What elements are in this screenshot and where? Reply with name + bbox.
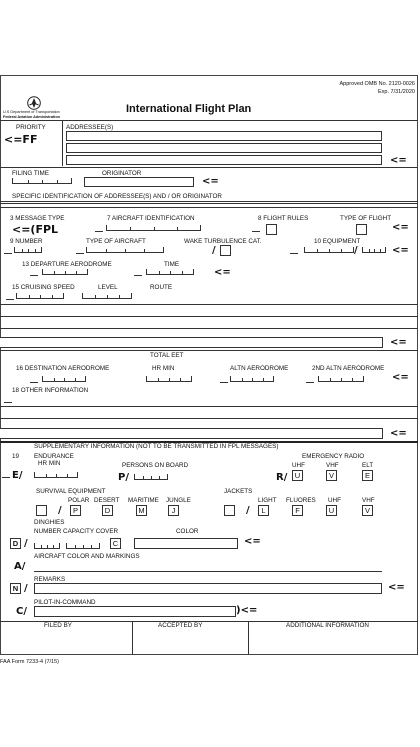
survival-jungle-box[interactable]: J [168,505,179,516]
endurance-prefix: E/ [12,470,23,481]
cruising-speed-field[interactable] [16,293,64,299]
number-field[interactable] [14,247,42,253]
altn2-field[interactable] [318,376,364,382]
jungle-label: JUNGLE [166,497,191,504]
endurance-hr-min-label: HR MIN [38,460,61,467]
radio-elt-box[interactable]: E [362,470,373,481]
survival-slash: / [58,505,62,516]
equipment-slash: / [354,245,358,256]
dinghy-cover-box[interactable]: C [110,538,121,549]
survival-desert-box[interactable]: D [102,505,113,516]
route-arrow: <= [390,337,407,348]
other-info-label: 18 OTHER INFORMATION [12,387,89,394]
accepted-by-label: ACCEPTED BY [158,622,203,629]
aircraft-color-prefix: A/ [14,561,26,572]
endurance-field[interactable] [34,472,78,478]
expiry-date: Exp. 7/31/2020 [377,89,415,95]
number-label: 9 NUMBER [10,238,43,245]
equipment-field-2[interactable] [362,247,386,253]
jackets-slash: / [246,505,250,516]
page-title: International Flight Plan [126,103,252,115]
dinghy-sub-label: NUMBER CAPACITY COVER [34,528,119,535]
dinghies-slash: / [24,538,28,549]
dot-logo-icon [27,96,41,110]
jacket-light-box[interactable]: L [258,505,269,516]
type-of-flight-arrow: <= [392,222,409,233]
addressee-field-2[interactable] [66,143,382,153]
destination-field[interactable] [42,376,86,382]
polar-label: POLAR [68,497,90,504]
remarks-n-box[interactable]: N [10,583,21,594]
aircraft-id-field[interactable] [106,225,201,231]
persons-prefix: P/ [118,472,129,483]
departure-label: 13 DEPARTURE AERODROME [22,261,112,268]
dinghies-box[interactable]: D [10,538,21,549]
departure-field[interactable] [42,269,88,275]
filed-by-label: FILED BY [44,622,72,629]
item-19-label: 19 [12,453,20,460]
fluores-label: FLUORES [286,497,316,504]
message-type-label: 3 MESSAGE TYPE [10,215,65,222]
agency-name: U.S Department of Transportation Federal Aviation Administration [3,110,60,119]
remarks-field[interactable] [34,583,382,594]
wake-slash: / [212,245,216,256]
jacket-vhf-box[interactable]: V [362,505,373,516]
level-label: LEVEL [98,284,118,291]
wake-turbulence-label: WAKE TURBULENCE CAT. [184,238,262,245]
elt-label: ELT [362,462,374,469]
originator-arrow: <= [202,176,219,187]
equipment-arrow: <= [392,245,409,256]
jackets-box[interactable] [224,505,235,516]
eet-hr-min-label: HR MIN [152,365,175,372]
radio-prefix: R/ [276,472,288,483]
radio-vhf-box[interactable]: V [326,470,337,481]
addressee-field-1[interactable] [66,131,382,141]
persons-on-board-label: PERSONS ON BOARD [122,462,189,469]
addressee-arrow: <= [390,155,407,166]
form-number: FAA Form 7233-4 (7/15) [0,659,59,665]
equipment-label: 10 EQUIPMENT [314,238,361,245]
dinghies-label: DINGHIES [34,519,65,526]
remarks-label: REMARKS [34,576,66,583]
route-field[interactable] [0,337,383,348]
survival-maritime-box[interactable]: M [136,505,147,516]
pic-close-arrow: )<= [236,605,258,616]
radio-uhf-box[interactable]: U [292,470,303,481]
addressee-field-3[interactable] [66,155,382,165]
equipment-field[interactable] [304,247,354,253]
destination-arrow: <= [392,372,409,383]
originator-field[interactable] [84,177,194,187]
type-of-flight-box[interactable] [356,224,367,235]
specific-id-label: SPECIFIC IDENTIFICATION OF ADDRESSEE(S) AND / OR ORIGINATOR [12,193,222,200]
desert-label: DESERT [94,497,120,504]
endurance-label: ENDURANCE [34,453,74,460]
flight-rules-label: 8 FLIGHT RULES [258,215,309,222]
total-eet-label: TOTAL EET [150,352,184,359]
level-field[interactable] [82,293,132,299]
omb-number: Approved OMB No. 2120-0026 [339,81,415,87]
wake-turbulence-box[interactable] [220,245,231,256]
survival-equipment-label: SURVIVAL EQUIPMENT [36,488,106,495]
dinghy-number-field[interactable] [34,543,60,549]
pic-prefix: C/ [16,606,27,617]
priority-label: PRIORITY [16,124,46,131]
filing-time-field[interactable] [12,178,72,184]
filing-time-label: FILING TIME [12,170,49,177]
departure-time-field[interactable] [146,269,194,275]
aircraft-id-label: 7 AIRCRAFT IDENTIFICATION [107,215,195,222]
cruising-speed-label: 15 CRUISING SPEED [12,284,75,291]
type-aircraft-field[interactable] [86,247,164,253]
total-eet-field[interactable] [146,376,192,382]
other-info-field[interactable] [0,428,383,439]
originator-label: ORIGINATOR [102,170,142,177]
dinghy-arrow: <= [244,536,261,547]
remarks-arrow: <= [388,582,405,593]
jacket-vhf-label: VHF [362,497,375,504]
flight-rules-box[interactable] [266,224,277,235]
type-aircraft-label: TYPE OF AIRCRAFT [86,238,146,245]
supplementary-heading: SUPPLEMENTARY INFORMATION (NOT TO BE TRANSMITTED IN FPL MESSAGES) [34,443,279,450]
persons-on-board-field[interactable] [134,474,168,480]
priority-value: <=FF [4,133,38,146]
remarks-slash: / [24,583,28,594]
aircraft-color-label: AIRCRAFT COLOR AND MARKINGS [34,553,140,560]
dinghy-color-field[interactable] [134,538,238,549]
jacket-uhf-box[interactable]: U [326,505,337,516]
departure-arrow: <= [214,267,231,278]
jackets-label: JACKETS [224,488,253,495]
pilot-in-command-field[interactable] [34,606,236,617]
additional-info-label: ADDITIONAL INFORMATION [286,622,369,629]
light-label: LIGHT [258,497,277,504]
survival-box[interactable] [36,505,47,516]
vhf-label: VHF [326,462,339,469]
message-type-value: <=(FPL [12,223,59,236]
pilot-in-command-label: PILOT-IN-COMMAND [34,599,96,606]
color-label: COLOR [176,528,199,535]
altn-label: ALTN AERODROME [230,365,289,372]
other-info-arrow: <= [390,428,407,439]
emergency-radio-label: EMERGENCY RADIO [302,453,365,460]
survival-polar-box[interactable]: P [70,505,81,516]
maritime-label: MARITIME [128,497,159,504]
route-label: ROUTE [150,284,173,291]
jacket-fluores-box[interactable]: F [292,505,303,516]
dinghy-capacity-field[interactable] [66,543,100,549]
jacket-uhf-label: UHF [328,497,341,504]
destination-label: 16 DESTINATION AERODROME [16,365,110,372]
time-label: TIME [164,261,180,268]
altn2-label: 2ND ALTN AERODROME [312,365,385,372]
type-of-flight-label: TYPE OF FLIGHT [340,215,392,222]
uhf-label: UHF [292,462,305,469]
addressees-label: ADDRESSEE(S) [66,124,114,131]
altn-field[interactable] [230,376,274,382]
